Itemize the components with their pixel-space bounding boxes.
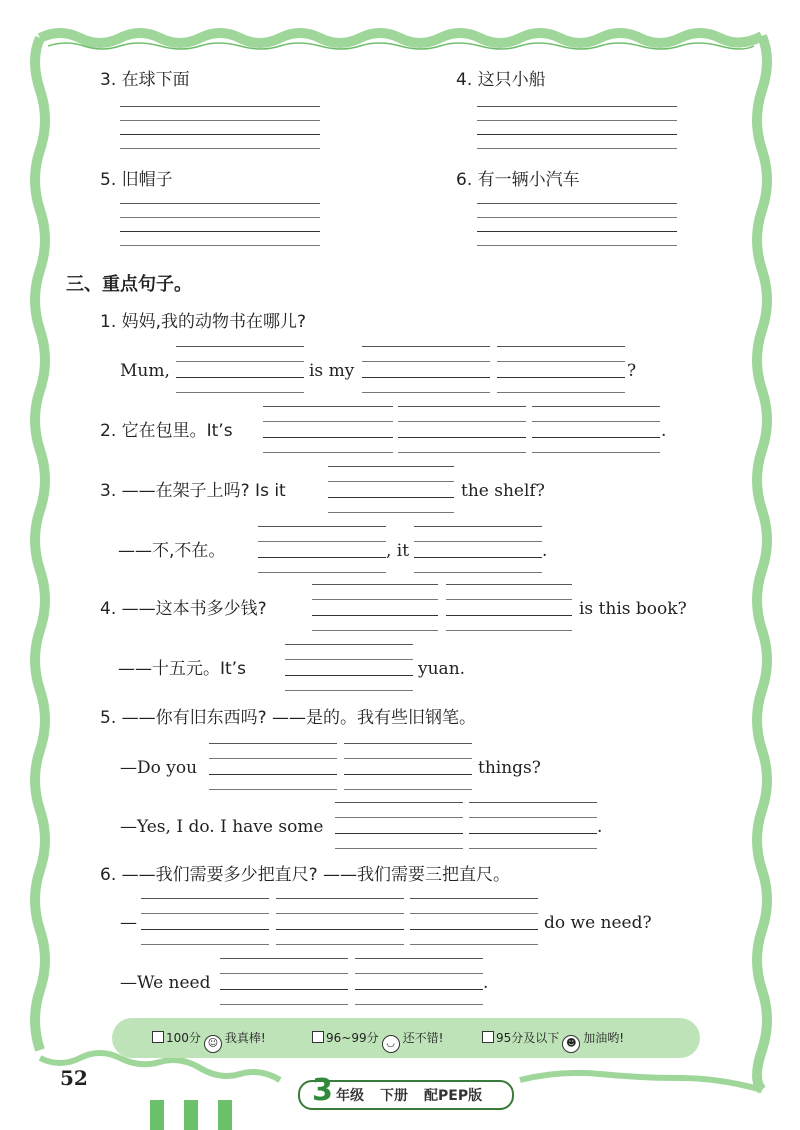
- question-3-text: the shelf?: [461, 481, 545, 501]
- checkbox-icon[interactable]: [312, 1031, 324, 1043]
- answer-lane[interactable]: [258, 526, 386, 572]
- score-option-100[interactable]: 100分 ☺ 我真棒!: [152, 1029, 266, 1053]
- page-number: 52: [60, 1066, 88, 1090]
- question-5-answer: —Yes, I do. I have some: [120, 817, 324, 837]
- question-4-answer-end: yuan.: [418, 659, 466, 679]
- question-1-prompt: 1. 妈妈,我的动物书在哪儿?: [100, 312, 307, 332]
- question-2-end: .: [661, 421, 667, 441]
- question-6-text: —: [120, 913, 137, 933]
- answer-lane[interactable]: [532, 406, 660, 452]
- writing-lane[interactable]: [477, 106, 677, 148]
- edition-label: 配PEP版: [424, 1088, 483, 1104]
- writing-lane[interactable]: [120, 203, 320, 245]
- question-6-answer-end: .: [483, 973, 489, 993]
- answer-lane[interactable]: [497, 346, 625, 392]
- question-1-text: is my: [309, 361, 355, 381]
- question-1-end: ?: [627, 361, 637, 381]
- answer-lane[interactable]: [446, 584, 572, 630]
- score-option-96-99[interactable]: 96~99分 ◡ 还不错!: [312, 1029, 443, 1053]
- question-6-prompt: 6. ——我们需要多少把直尺? ——我们需要三把直尺。: [100, 865, 511, 885]
- question-2-text: 2. 它在包里。It’s: [100, 421, 233, 441]
- phrase-3: 3. 在球下面: [100, 70, 190, 90]
- question-6-text-end: do we need?: [544, 913, 652, 933]
- answer-lane[interactable]: [355, 958, 483, 1004]
- question-4-prompt: 4. ——这本书多少钱?: [100, 599, 267, 619]
- phrase-6: 6. 有一辆小汽车: [456, 170, 580, 190]
- section-title: 三、重点句子。: [66, 274, 192, 295]
- page-tab: [218, 1100, 232, 1130]
- question-3-prompt: 3. ——在架子上吗? Is it: [100, 481, 286, 501]
- question-5-text-end: things?: [478, 758, 541, 778]
- answer-lane[interactable]: [209, 743, 337, 789]
- answer-lane[interactable]: [263, 406, 393, 452]
- phrase-4: 4. 这只小船: [456, 70, 546, 90]
- answer-lane[interactable]: [414, 526, 542, 572]
- question-3-answer: ——不,不在。: [118, 541, 226, 561]
- question-6-answer: —We need: [120, 973, 211, 993]
- question-4-text: is this book?: [579, 599, 687, 619]
- answer-lane[interactable]: [410, 898, 538, 944]
- answer-lane[interactable]: [285, 644, 413, 690]
- question-3-answer-mid: , it: [386, 541, 410, 561]
- question-5-answer-end: .: [597, 817, 603, 837]
- checkbox-icon[interactable]: [152, 1031, 164, 1043]
- question-5-prompt: 5. ——你有旧东西吗? ——是的。我有些旧钢笔。: [100, 708, 477, 728]
- page-tab: [150, 1100, 164, 1130]
- phrase-5: 5. 旧帽子: [100, 170, 173, 190]
- question-1-text: Mum,: [120, 361, 170, 381]
- answer-lane[interactable]: [335, 802, 463, 848]
- smile-face-icon: ◡: [382, 1035, 400, 1053]
- smiley-face-icon: ☺: [204, 1035, 222, 1053]
- answer-lane[interactable]: [220, 958, 348, 1004]
- question-3-answer-end: .: [542, 541, 548, 561]
- grade-number: 3: [312, 1073, 333, 1108]
- answer-lane[interactable]: [276, 898, 404, 944]
- question-5-text: —Do you: [120, 758, 198, 778]
- writing-lane[interactable]: [477, 203, 677, 245]
- answer-lane[interactable]: [469, 802, 597, 848]
- answer-lane[interactable]: [312, 584, 438, 630]
- answer-lane[interactable]: [141, 898, 269, 944]
- answer-lane[interactable]: [176, 346, 304, 392]
- answer-lane[interactable]: [362, 346, 490, 392]
- answer-lane[interactable]: [398, 406, 526, 452]
- page-tab: [184, 1100, 198, 1130]
- answer-lane[interactable]: [344, 743, 472, 789]
- score-option-95-below[interactable]: 95分及以下 ☻ 加油哟!: [482, 1029, 624, 1053]
- question-4-answer: ——十五元。It’s: [118, 659, 246, 679]
- answer-lane[interactable]: [328, 466, 454, 512]
- writing-lane[interactable]: [120, 106, 320, 148]
- grade-label: 年级: [336, 1088, 364, 1104]
- cheer-face-icon: ☻: [562, 1035, 580, 1053]
- volume-label: 下册: [380, 1088, 408, 1104]
- checkbox-icon[interactable]: [482, 1031, 494, 1043]
